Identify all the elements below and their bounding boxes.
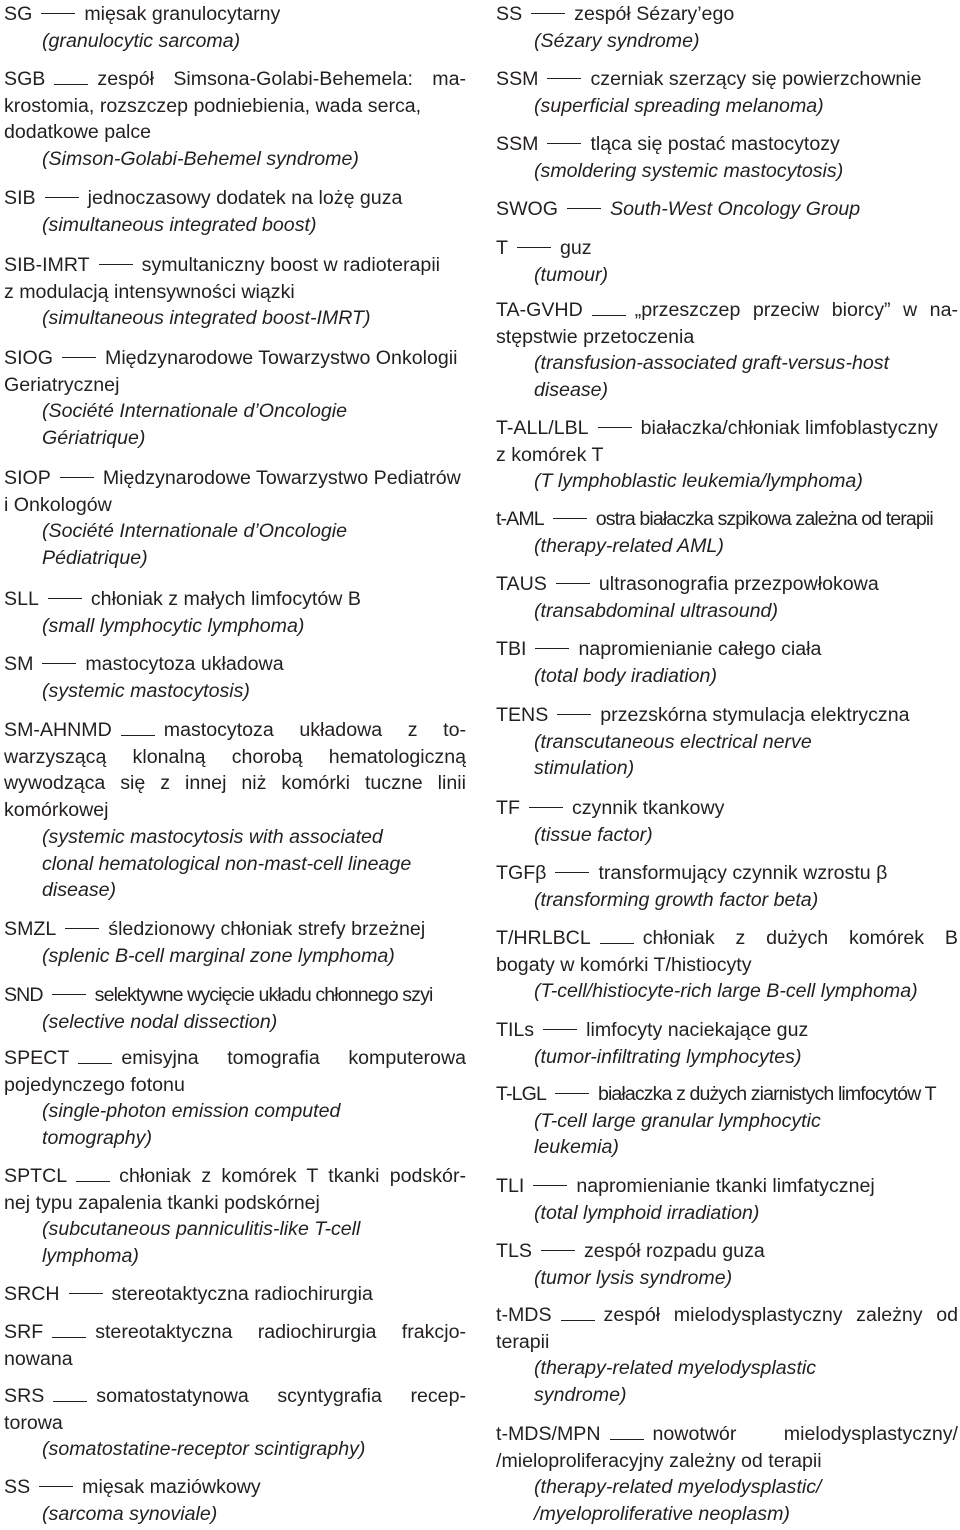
english-translation: leukemia) (534, 1136, 619, 1159)
abbreviation: t-AML (496, 508, 544, 530)
definition-line: terapii (496, 1330, 550, 1353)
abbreviation: TGFβ (496, 862, 547, 884)
glossary-entry (4, 916, 466, 969)
em-dash-separator (547, 143, 581, 145)
em-dash-separator (52, 994, 86, 996)
definition-line: z modulacją intensywności wiązki (4, 280, 295, 303)
em-dash-separator (557, 714, 591, 716)
entry-headline (496, 1, 958, 28)
abbreviation: SND (4, 984, 43, 1006)
em-dash-separator (553, 518, 587, 520)
abbreviation: SRF (4, 1321, 44, 1343)
glossary-entry (496, 1081, 958, 1161)
abbreviation: T (496, 237, 508, 259)
em-dash-separator (48, 598, 82, 600)
glossary-entry (4, 1163, 466, 1270)
definition-text: stereotaktyczna radiochirurgia frakcjo- (95, 1321, 466, 1343)
english-translation: Gériatrique) (42, 427, 146, 450)
english-translation: (granulocytic sarcoma) (42, 29, 241, 52)
english-translation: lymphoma) (42, 1245, 139, 1268)
definition-text: mięsak maziówkowy (82, 1476, 261, 1498)
em-dash-separator (45, 197, 79, 199)
em-dash-separator (41, 13, 75, 15)
entry-headline (496, 1081, 958, 1108)
english-translation: (therapy-related myelodysplastic (534, 1357, 817, 1380)
definition-text: guz (559, 237, 592, 259)
entry-headline (496, 795, 958, 822)
english-translation: (single-photon emission computed (42, 1100, 341, 1123)
entry-headline (4, 651, 466, 678)
abbreviation: SIOP (4, 467, 51, 489)
definition-line: torowa (4, 1411, 63, 1434)
english-translation: (tumor-infiltrating lymphocytes) (534, 1045, 802, 1068)
glossary-entry (4, 345, 466, 452)
glossary-entry (4, 1474, 466, 1527)
definition-text: zespół mielodysplastyczny zależny od (603, 1304, 958, 1326)
english-translation: clonal hematological non-mast-cell lineage (42, 852, 412, 875)
glossary-entry (496, 1238, 958, 1291)
glossary-entry (496, 131, 958, 184)
em-dash-separator (517, 247, 551, 249)
english-translation: (splenic B-cell marginal zone lymphoma) (42, 944, 395, 967)
glossary-entry (496, 235, 958, 288)
glossary-entry (496, 571, 958, 624)
em-dash-separator (99, 264, 133, 266)
em-dash-separator (121, 735, 155, 737)
english-translation: (somatostatine-receptor scintigraphy) (42, 1438, 366, 1461)
entry-headline (496, 297, 958, 324)
abbreviation: SG (4, 3, 33, 25)
entry-headline (496, 636, 958, 663)
abbreviation: SIB-IMRT (4, 254, 90, 276)
glossary-entry (496, 702, 958, 782)
em-dash-separator (39, 1486, 73, 1488)
abbreviation: TLI (496, 1175, 525, 1197)
definition-text: „przeszczep przeciw biorcy” w na- (634, 299, 958, 321)
glossary-entry (496, 860, 958, 913)
english-translation: (T-cell large granular lymphocytic (534, 1109, 821, 1132)
em-dash-separator (543, 1029, 577, 1031)
definition-text: zespół Sézary’ego (574, 3, 735, 25)
definition-text: symultaniczny boost w radioterapii (141, 254, 441, 276)
em-dash-separator (53, 1401, 87, 1403)
definition-line: krostomia, rozszczep podniebienia, wada serca, (4, 94, 422, 117)
abbreviation: t-MDS/MPN (496, 1423, 601, 1445)
entry-headline (4, 252, 466, 279)
english-translation: (superficial spreading melanoma) (534, 94, 824, 117)
definition-text: somatostatynowa scyntygrafia recep- (96, 1385, 466, 1407)
definition-line: komórkowej (4, 799, 109, 822)
glossary-entry (4, 1, 466, 54)
definition-text: zespół rozpadu guza (583, 1240, 765, 1262)
definition-text: tląca się postać mastocytozy (590, 133, 840, 155)
english-translation: syndrome) (534, 1384, 627, 1407)
definition-text: stereotaktyczna radiochirurgia (111, 1283, 373, 1305)
em-dash-separator (592, 315, 626, 317)
definition-line: bogaty w komórki T/histiocyty (496, 953, 752, 976)
entry-headline (4, 1474, 466, 1501)
abbreviation: TBI (496, 638, 527, 660)
abbreviation: SPECT (4, 1047, 70, 1069)
definition-line: Geriatrycznej (4, 373, 120, 396)
definition-text: ostra białaczka szpikowa zależna od terapii (595, 508, 933, 530)
english-translation: (selective nodal dissection) (42, 1010, 278, 1033)
english-translation: (therapy-related AML) (534, 534, 724, 557)
english-translation: (T lymphoblastic leukemia/lymphoma) (534, 470, 863, 493)
glossary-entry (496, 636, 958, 689)
definition-text: ultrasonografia przezpowłokowa (598, 573, 879, 595)
definition-line: pojedynczego fotonu (4, 1073, 185, 1096)
entry-headline (4, 717, 466, 744)
entry-headline (4, 1319, 466, 1346)
glossary-entry (4, 1319, 466, 1372)
em-dash-separator (547, 78, 581, 80)
entry-headline (4, 1383, 466, 1410)
definition-text: nowotwór mielodysplastyczny/ (652, 1423, 958, 1445)
abbreviation: T/HRLBCL (496, 927, 591, 949)
entry-headline (4, 1, 466, 28)
abbreviation: SRCH (4, 1283, 60, 1305)
entry-headline (4, 1281, 466, 1308)
em-dash-separator (42, 663, 76, 665)
definition-line: nowana (4, 1347, 73, 1370)
em-dash-separator (62, 357, 96, 359)
entry-headline (496, 1017, 958, 1044)
english-translation: /myeloproliferative neoplasm) (534, 1503, 790, 1526)
english-translation: (subcutaneous panniculitis-like T-cell (42, 1218, 361, 1241)
definition-text: chłoniak z komórek T tkanki podskór- (119, 1165, 466, 1187)
glossary-entry (496, 196, 958, 223)
abbreviation: TA-GVHD (496, 299, 583, 321)
entry-headline (496, 925, 958, 952)
entry-headline (496, 131, 958, 158)
glossary-entry (496, 1302, 958, 1409)
glossary-entry (496, 297, 958, 404)
english-translation: (simultaneous integrated boost) (42, 213, 317, 236)
english-translation: (simultaneous integrated boost-IMRT) (42, 307, 371, 330)
glossary-entry (496, 795, 958, 848)
em-dash-separator (65, 928, 99, 930)
english-translation: (transforming growth factor beta) (534, 888, 819, 911)
entry-headline (4, 465, 466, 492)
definition-text: białaczka/chłoniak limfoblastyczny (640, 417, 938, 439)
english-translation: stimulation) (534, 757, 635, 780)
definition-line: stępstwie przetoczenia (496, 325, 695, 348)
entry-headline (4, 185, 466, 212)
english-translation: (transabdominal ultrasound) (534, 599, 778, 622)
definition-text: napromienianie całego ciała (578, 638, 822, 660)
em-dash-separator (60, 477, 94, 479)
em-dash-separator (52, 1337, 86, 1339)
definition-text: South-West Oncology Group (610, 198, 861, 220)
english-translation: (tumor lysis syndrome) (534, 1266, 733, 1289)
entry-headline (4, 916, 466, 943)
em-dash-separator (555, 872, 589, 874)
abbreviation: SM-AHNMD (4, 719, 112, 741)
entry-headline (496, 1173, 958, 1200)
definition-text: emisyjna tomografia komputerowa (121, 1047, 466, 1069)
definition-text: czynnik tkankowy (571, 797, 725, 819)
entry-headline (496, 702, 958, 729)
english-translation: (systemic mastocytosis with associated (42, 825, 383, 848)
abbreviation: SSM (496, 133, 539, 155)
definition-line: dodatkowe palce (4, 121, 152, 144)
entry-headline (496, 1238, 958, 1265)
definition-line: wywodząca się z innej niż komórki tuczne linii (4, 772, 466, 795)
entry-headline (496, 506, 958, 533)
em-dash-separator (567, 208, 601, 210)
english-translation: (total body iradiation) (534, 664, 717, 687)
em-dash-separator (76, 1181, 110, 1183)
glossary-entry (4, 586, 466, 639)
english-translation: (transfusion-associated graft-versus-host (534, 352, 890, 375)
english-translation: tomography) (42, 1127, 152, 1150)
entry-headline (496, 571, 958, 598)
entry-headline (4, 1163, 466, 1190)
entry-headline (4, 586, 466, 613)
entry-headline (4, 66, 466, 93)
definition-line: i Onkologów (4, 493, 112, 516)
definition-text: chłoniak z dużych komórek B (642, 927, 958, 949)
entry-headline (4, 982, 466, 1009)
definition-text: chłoniak z małych limfocytów B (90, 588, 361, 610)
entry-headline (496, 415, 958, 442)
abbreviation: SS (496, 3, 523, 25)
glossary-entry (4, 1383, 466, 1463)
glossary-entry (496, 1421, 958, 1528)
em-dash-separator (533, 1185, 567, 1187)
abbreviation: SGB (4, 68, 46, 90)
english-translation: (Sézary syndrome) (534, 29, 700, 52)
glossary-entry (496, 925, 958, 1005)
definition-text: jednoczasowy dodatek na lożę guza (87, 187, 403, 209)
glossary-entry (4, 465, 466, 572)
english-translation: (Simson-Golabi-Behemel syndrome) (42, 148, 359, 171)
english-translation: (sarcoma synoviale) (42, 1502, 218, 1525)
abbreviation: TENS (496, 704, 549, 726)
english-translation: (Société Internationale d’Oncologie (42, 400, 347, 423)
em-dash-separator (78, 1063, 112, 1065)
definition-text: śledzionowy chłoniak strefy brzeżnej (108, 918, 426, 940)
abbreviation: SS (4, 1476, 31, 1498)
em-dash-separator (610, 1439, 644, 1441)
glossary-entry (496, 415, 958, 495)
entry-headline (496, 1302, 958, 1329)
definition-text: mięsak granulocytarny (84, 3, 281, 25)
english-translation: (therapy-related myelodysplastic/ (534, 1476, 822, 1499)
glossary-entry (4, 252, 466, 332)
definition-line: warzyszącą klonalną chorobą hematologiczną (4, 745, 466, 768)
definition-text: mastocytoza układowa (85, 653, 284, 675)
glossary-entry (4, 66, 466, 173)
english-translation: (T-cell/histiocyte-rich large B-cell lymphoma) (534, 980, 918, 1003)
definition-text: limfocyty naciekające guz (586, 1019, 809, 1041)
glossary-entry (4, 717, 466, 904)
glossary-entry (496, 1173, 958, 1226)
abbreviation: TAUS (496, 573, 547, 595)
em-dash-separator (54, 84, 88, 86)
entry-headline (496, 66, 958, 93)
english-translation: (tumour) (534, 263, 609, 286)
glossary-entry (4, 185, 466, 238)
em-dash-separator (598, 427, 632, 429)
em-dash-separator (531, 13, 565, 15)
english-translation: (Société Internationale d’Oncologie (42, 520, 347, 543)
glossary-entry (496, 66, 958, 119)
definition-text: mastocytoza układowa z to- (163, 719, 466, 741)
em-dash-separator (541, 1250, 575, 1252)
abbreviation: T-LGL (496, 1083, 546, 1105)
entry-headline (4, 345, 466, 372)
abbreviation: SM (4, 653, 34, 675)
definition-line: /mieloproliferacyjny zależny od terapii (496, 1449, 822, 1472)
entry-headline (4, 1045, 466, 1072)
english-translation: (total lymphoid irradiation) (534, 1201, 760, 1224)
abbreviation: SRS (4, 1385, 45, 1407)
glossary-entry (496, 506, 958, 559)
abbreviation: TILs (496, 1019, 535, 1041)
em-dash-separator (529, 807, 563, 809)
english-translation: disease) (534, 379, 609, 402)
abbreviation: SIOG (4, 347, 53, 369)
abbreviation: SLL (4, 588, 39, 610)
glossary-entry (4, 1281, 466, 1308)
definition-line: nej typu zapalenia tkanki podskórnej (4, 1191, 320, 1214)
definition-text: Międzynarodowe Towarzystwo Onkologii (105, 347, 458, 369)
entry-headline (496, 860, 958, 887)
abbreviation: SIB (4, 187, 36, 209)
abbreviation: SSM (496, 68, 539, 90)
definition-text: transformujący czynnik wzrostu β (598, 862, 888, 884)
definition-text: czerniak szerzący się powierzchownie (590, 68, 922, 90)
definition-text: selektywne wycięcie układu chłonnego szyi (94, 984, 433, 1006)
glossary-entry (496, 1017, 958, 1070)
abbreviation: t-MDS (496, 1304, 552, 1326)
glossary-entry (4, 1045, 466, 1152)
english-translation: disease) (42, 879, 117, 902)
em-dash-separator (600, 943, 634, 945)
definition-text: zespół Simsona-Golabi-Behemela: ma- (97, 68, 466, 90)
glossary-entry (4, 982, 466, 1035)
definition-line: z komórek T (496, 443, 604, 466)
definition-text: napromienianie tkanki limfatycznej (576, 1175, 875, 1197)
abbreviation: SPTCL (4, 1165, 68, 1187)
em-dash-separator (561, 1320, 595, 1322)
entry-headline (496, 196, 958, 223)
glossary-entry (496, 1, 958, 54)
english-translation: (tissue factor) (534, 823, 653, 846)
glossary-entry (4, 651, 466, 704)
abbreviation: SWOG (496, 198, 559, 220)
definition-text: Międzynarodowe Towarzystwo Pediatrów (102, 467, 461, 489)
english-translation: (small lymphocytic lymphoma) (42, 614, 305, 637)
english-translation: (transcutaneous electrical nerve (534, 730, 812, 753)
entry-headline (496, 235, 958, 262)
english-translation: (smoldering systemic mastocytosis) (534, 159, 844, 182)
em-dash-separator (69, 1293, 103, 1295)
abbreviation: T-ALL/LBL (496, 417, 589, 439)
entry-headline (496, 1421, 958, 1448)
definition-text: białaczka z dużych ziarnistych limfocytów T (597, 1083, 936, 1105)
english-translation: (systemic mastocytosis) (42, 679, 250, 702)
definition-text: przezskórna stymulacja elektryczna (600, 704, 910, 726)
abbreviation: TF (496, 797, 520, 819)
abbreviation: TLS (496, 1240, 532, 1262)
em-dash-separator (556, 583, 590, 585)
em-dash-separator (555, 1093, 589, 1095)
english-translation: Pédiatrique) (42, 547, 148, 570)
em-dash-separator (535, 648, 569, 650)
abbreviation: SMZL (4, 918, 57, 940)
